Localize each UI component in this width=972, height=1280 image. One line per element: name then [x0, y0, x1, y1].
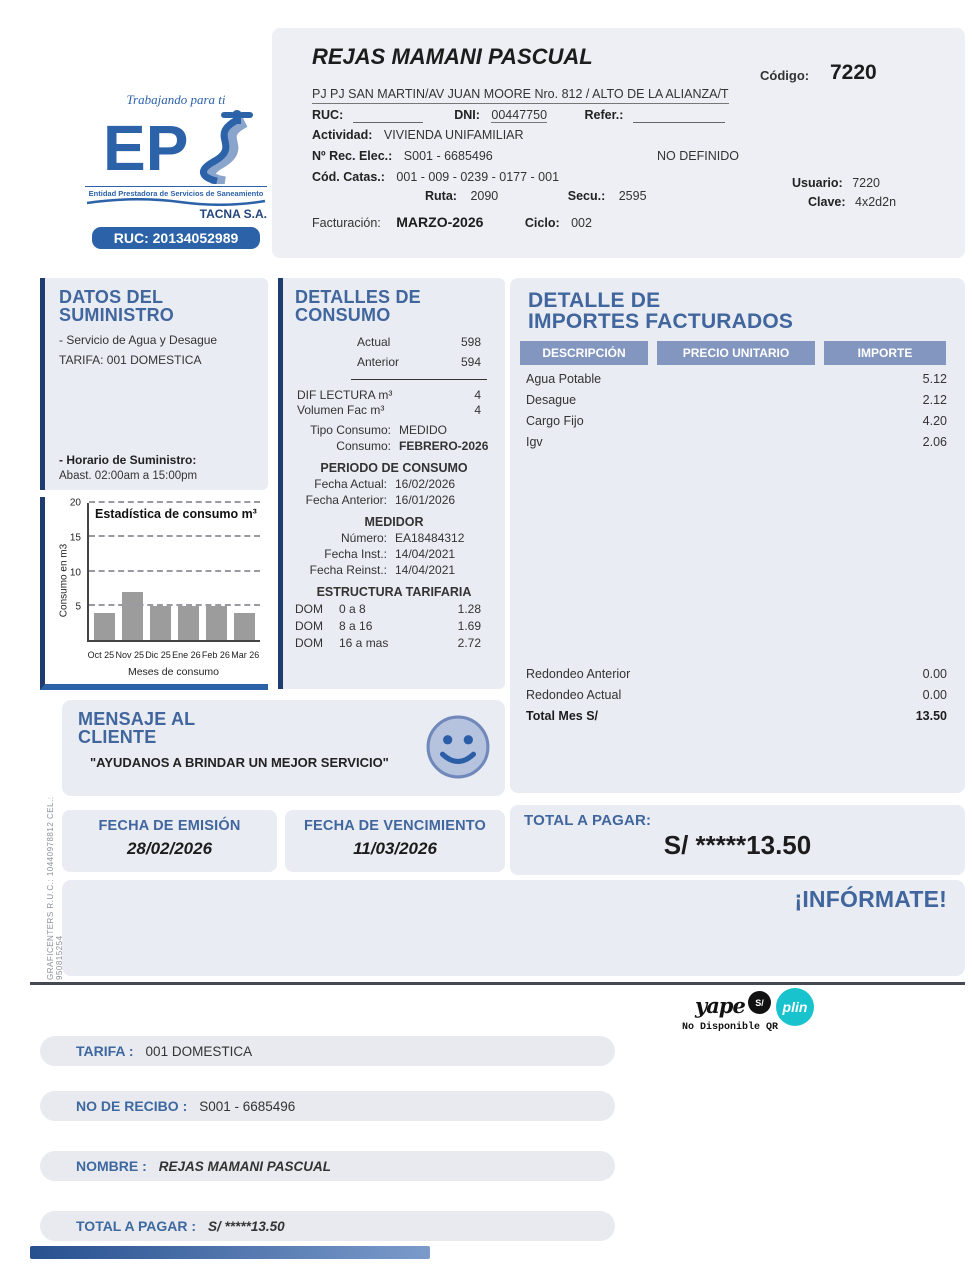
refer-label: Refer.:	[584, 108, 624, 122]
numero-value: EA18484312	[395, 530, 465, 545]
facturacion-label: Facturación:	[312, 216, 381, 230]
medidor-heading: MEDIDOR	[364, 514, 424, 529]
no-definido: NO DEFINIDO	[657, 149, 739, 163]
chart-xtitle: Meses de consumo	[127, 666, 220, 678]
chart-plot	[87, 503, 260, 642]
ytick-10: 10	[69, 567, 81, 578]
suministro-panel	[40, 278, 268, 490]
customer-address: PJ PJ SAN MARTIN/AV JUAN MOORE Nro. 812 / ALTO DE LA ALIANZA/T	[312, 87, 729, 104]
total-mes-row: Total Mes S/ 13.50	[526, 709, 947, 723]
anterior-label: Anterior	[357, 354, 400, 369]
clave-label: Clave:	[808, 195, 846, 209]
fecha-anterior-label: Fecha Anterior:	[305, 492, 387, 507]
tipo-value: MEDIDO	[399, 422, 447, 437]
tarifa-row: DOM 8 a 16 1.69	[295, 618, 481, 633]
fecha-reinst-value: 14/04/2021	[395, 562, 456, 577]
ruta-value: 2090	[470, 189, 499, 203]
xtick-3: Dic 25	[145, 650, 171, 660]
importes-panel	[510, 278, 965, 793]
mensaje-text: "AYUDANOS A BRINDAR UN MEJOR SERVICIO"	[90, 754, 389, 770]
tarifa-row: DOM 0 a 8 1.28	[295, 601, 481, 616]
secu-label: Secu.:	[567, 189, 606, 203]
fecha-vencimiento-value: 11/03/2026	[353, 838, 437, 858]
fecha-emision-value: 28/02/2026	[126, 838, 213, 858]
mensaje-panel	[62, 700, 505, 796]
usuario-label: Usuario:	[792, 176, 843, 190]
clave-value: 4x2d2n	[855, 195, 897, 209]
rec-elec-value: S001 - 6685496	[403, 149, 493, 163]
total-pagar-value: S/ *****13.50	[663, 830, 812, 861]
eps-logo-icon	[85, 108, 267, 184]
eps-logo-block	[85, 92, 267, 249]
ruc-label: RUC:	[312, 108, 344, 122]
bar-2	[122, 592, 143, 640]
faucet-icon	[221, 110, 253, 124]
wave-icon	[85, 198, 267, 206]
logo-company: TACNA S.A.	[199, 207, 267, 221]
consumo-heading: DETALLES DE CONSUMO	[295, 287, 421, 326]
ruc-blank	[353, 110, 423, 123]
plin-logo: plin	[776, 988, 814, 1026]
codigo-value: 7220	[830, 61, 877, 84]
fecha-actual-value: 16/02/2026	[395, 476, 456, 491]
cod-catas-label: Cód. Catas.:	[312, 170, 385, 184]
secu-value: 2595	[618, 189, 647, 203]
yape-badge-icon: S/	[748, 991, 771, 1014]
estructura-heading: ESTRUCTURA TARIFARIA	[316, 584, 472, 599]
fecha-anterior-value: 16/01/2026	[395, 492, 456, 507]
informate-heading: ¡INFÓRMATE!	[794, 886, 947, 912]
actividad-value: VIVIENDA UNIFAMILIAR	[383, 128, 524, 142]
qr-note: No Disponible QR	[682, 1022, 779, 1033]
print-credit: GRAFICENTERS R.U.C.: 10440978812 CEL.: 950815254	[46, 796, 64, 980]
fecha-emision-panel	[62, 810, 277, 872]
redondeo-anterior-row: Redondeo Anterior 0.00	[526, 667, 947, 681]
chart-bars	[89, 503, 260, 640]
cod-catas-value: 001 - 009 - 0239 - 0177 - 001	[396, 170, 560, 184]
summary-bar-tarifa: TARIFA : 001 DOMESTICA	[40, 1036, 615, 1066]
bar-3	[150, 606, 171, 640]
actual-value: 598	[460, 334, 481, 349]
consumo-panel	[278, 278, 505, 689]
xtick-6: Mar 26	[231, 650, 260, 660]
chart-xlabels	[87, 650, 260, 660]
vol-label: Volumen Fac m³	[297, 402, 385, 417]
fecha-actual-label: Fecha Actual:	[314, 476, 387, 491]
table-row: Desague 2.12	[526, 392, 947, 407]
table-row: Igv 2.06	[526, 434, 947, 449]
bar-6	[234, 613, 255, 640]
ytick-20: 20	[69, 497, 81, 509]
ciclo-value: 002	[571, 216, 592, 230]
bar-4	[178, 606, 199, 640]
fecha-vencimiento-label: FECHA DE VENCIMIENTO	[303, 818, 487, 834]
bar-5	[206, 606, 227, 640]
reading-divider	[351, 379, 487, 380]
bar-1	[94, 613, 115, 640]
redondeo-block	[520, 660, 949, 723]
gridline-20	[89, 501, 260, 503]
suministro-tarifa: TARIFA: 001 DOMESTICA	[59, 352, 202, 367]
col-importe: IMPORTE	[824, 341, 946, 365]
facturacion-value: MARZO-2026	[396, 214, 484, 230]
chart-ylabel: Consumo en m3	[58, 543, 70, 618]
rec-elec-label: Nº Rec. Elec.:	[312, 149, 393, 163]
dif-label: DIF LECTURA m³	[297, 387, 393, 402]
horario-label: - Horario de Suministro:	[59, 452, 197, 467]
gridline-5	[89, 604, 260, 606]
periodo-heading: PERIODO DE CONSUMO	[320, 460, 468, 475]
refer-blank	[633, 110, 725, 123]
importes-heading: DETALLE DE IMPORTES FACTURADOS	[528, 289, 794, 334]
anterior-value: 594	[460, 354, 481, 369]
logo-ruc-band: RUC: 20134052989	[92, 227, 260, 249]
page-divider	[30, 982, 965, 985]
suministro-heading: DATOS DEL SUMINISTRO	[59, 287, 175, 326]
consumption-chart	[40, 497, 268, 690]
summary-bar-recibo: NO DE RECIBO : S001 - 6685496	[40, 1091, 615, 1121]
customer-name: REJAS MAMANI PASCUAL	[312, 44, 593, 69]
fecha-vencimiento-panel	[285, 810, 505, 872]
xtick-5: Feb 26	[201, 650, 230, 660]
vol-value: 4	[474, 402, 481, 417]
total-pagar-panel	[510, 805, 965, 875]
table-row: Cargo Fijo 4.20	[526, 413, 947, 428]
header-box	[272, 28, 965, 258]
codigo-label: Código:	[760, 68, 810, 83]
dni-value: 00447750	[491, 108, 548, 122]
smiley-icon	[425, 714, 491, 780]
dni-label: DNI:	[454, 108, 480, 122]
table-row: Agua Potable 5.12	[526, 371, 947, 386]
ytick-5: 5	[75, 601, 81, 613]
xtick-4: Ene 26	[172, 650, 201, 660]
col-precio-unitario: PRECIO UNITARIO	[657, 341, 815, 365]
consumo-mes-label: Consumo:	[336, 438, 391, 453]
col-descripcion: DESCRIPCIÓN	[520, 341, 648, 365]
gridline-15	[89, 535, 260, 537]
ciclo-label: Ciclo:	[524, 216, 560, 230]
numero-label: Número:	[340, 530, 387, 545]
ruta-label: Ruta:	[425, 189, 457, 203]
fecha-emision-label: FECHA DE EMISIÓN	[98, 818, 241, 834]
svg-text:EP: EP	[103, 112, 189, 184]
gridline-10	[89, 570, 260, 572]
summary-bar-nombre: NOMBRE : REJAS MAMANI PASCUAL	[40, 1151, 615, 1181]
mensaje-heading: MENSAJE AL CLIENTE	[78, 709, 196, 748]
consumo-mes-value: FEBRERO-2026	[399, 438, 489, 453]
total-pagar-label: TOTAL A PAGAR:	[524, 812, 652, 829]
summary-bar-total: TOTAL A PAGAR : S/ *****13.50	[40, 1211, 615, 1241]
tipo-label: Tipo Consumo:	[310, 422, 391, 437]
horario-value: Abast. 02:00am a 15:00pm	[59, 469, 198, 482]
actual-label: Actual	[357, 334, 391, 349]
dif-value: 4	[474, 387, 481, 402]
chart-title: Estadística de consumo m³	[95, 507, 257, 521]
importes-table-header	[520, 341, 949, 365]
ytick-15: 15	[69, 532, 81, 544]
yape-logo: yape	[695, 993, 745, 1018]
actividad-label: Actividad:	[312, 128, 373, 142]
suministro-service: - Servicio de Agua y Desague	[59, 332, 218, 347]
fecha-inst-value: 14/04/2021	[395, 546, 456, 561]
chart-yaxis	[57, 497, 85, 642]
bottom-blue-strip	[30, 1246, 430, 1259]
fecha-inst-label: Fecha Inst.:	[324, 546, 387, 561]
tarifa-row: DOM 16 a mas 2.72	[295, 635, 481, 650]
xtick-1: Oct 25	[87, 650, 115, 660]
fecha-reinst-label: Fecha Reinst.:	[309, 562, 387, 577]
xtick-2: Nov 25	[115, 650, 144, 660]
redondeo-actual-row: Redondeo Actual 0.00	[526, 688, 947, 702]
logo-tagline: Trabajando para ti	[126, 92, 226, 107]
logo-subtitle: Entidad Prestadora de Servicios de Saneamiento	[85, 186, 267, 198]
usuario-value: 7220	[852, 176, 880, 190]
informate-panel	[62, 880, 965, 976]
